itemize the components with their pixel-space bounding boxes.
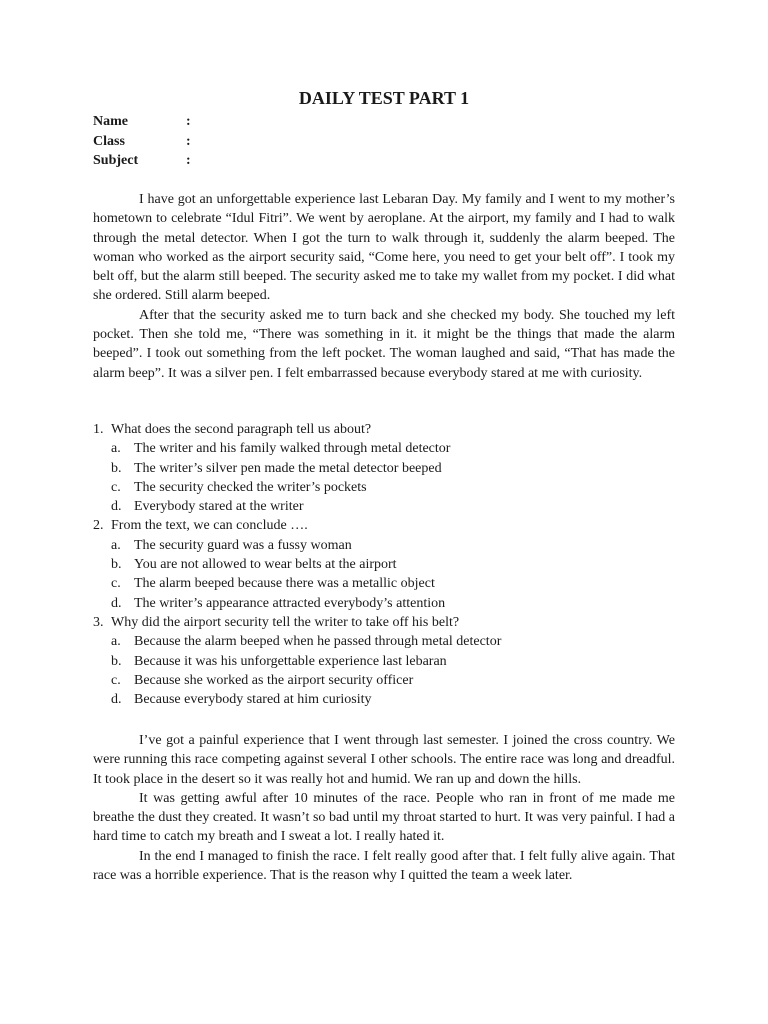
option-text: The security checked the writer’s pockets bbox=[134, 479, 367, 495]
option bbox=[93, 690, 675, 709]
option-letter: b. bbox=[111, 653, 122, 669]
option-text: The security guard was a fussy woman bbox=[134, 537, 352, 553]
option-letter: a. bbox=[111, 441, 121, 457]
option-letter: d. bbox=[111, 595, 122, 611]
option-letter: d. bbox=[111, 692, 122, 708]
option-text: Because everybody stared at him curiosity bbox=[134, 692, 372, 708]
option-letter: b. bbox=[111, 557, 122, 573]
option-text: Because she worked as the airport security officer bbox=[134, 672, 414, 688]
subject-field bbox=[93, 151, 393, 171]
option-letter: c. bbox=[111, 479, 121, 495]
option-list bbox=[93, 536, 675, 613]
paragraph: It was getting awful after 10 minutes of the race. People who ran in front of me made me breathe the dust they created. It wasn’t so bad until my throat started to hurt. It was very painful. I had a hard time to catch my breath and I sweat a lot. I really hated it. bbox=[93, 790, 675, 845]
question-number: 3. bbox=[93, 614, 104, 630]
paragraph: I’ve got a painful experience that I went through last semester. I joined the cross country. We were running this race competing against several I other schools. The entire race was long and dreadful. It took place in the desert so it was really hot and humid. We ran up and down the hills. bbox=[93, 733, 675, 787]
class-label: Class bbox=[93, 133, 125, 149]
option-letter: d. bbox=[111, 499, 122, 515]
option bbox=[93, 652, 675, 671]
name-field bbox=[93, 112, 393, 132]
page-title: DAILY TEST PART 1 bbox=[298, 88, 470, 108]
question-item bbox=[93, 516, 675, 612]
class-field bbox=[93, 132, 393, 152]
option bbox=[93, 459, 675, 478]
option-list bbox=[93, 632, 675, 709]
question-item bbox=[93, 420, 675, 516]
option-text: The writer’s silver pen made the metal detector beeped bbox=[134, 460, 442, 476]
question-number: 1. bbox=[93, 422, 104, 437]
question-list bbox=[93, 420, 675, 709]
option-text: Because the alarm beeped when he passed through metal detector bbox=[134, 634, 502, 650]
paragraph: In the end I managed to finish the race. I felt really good after that. I felt fully alive again. That race was a horrible experience. That is the reason why I quitted the team a week later. bbox=[93, 848, 675, 884]
name-separator: : bbox=[186, 114, 191, 129]
option-letter: c. bbox=[111, 576, 121, 592]
question-text: Why did the airport security tell the writer to take off his belt? bbox=[111, 614, 460, 630]
option bbox=[93, 439, 675, 458]
paragraph: I have got an unforgettable experience last Lebaran Day. My family and I went to my mother’s hometown to celebrate “Idul Fitri”. We went by aeroplane. At the airport, my family and I had to walk through the metal detector. When I got the turn to walk through it, suddenly the alarm beeped. The woman who worked as the airport security said, “Come here, you need to get your belt off”. I took my belt off, but the alarm still beeped. The security asked me to take my wallet from my pocket. I did what she ordered. Still alarm beeped. bbox=[93, 192, 675, 304]
option-text: The writer and his family walked through metal detector bbox=[134, 441, 451, 457]
option bbox=[93, 478, 675, 497]
option-letter: a. bbox=[111, 537, 121, 553]
option-text: The writer’s appearance attracted everybody’s attention bbox=[134, 595, 446, 611]
question-text: What does the second paragraph tell us about? bbox=[111, 422, 372, 437]
class-separator: : bbox=[186, 133, 191, 149]
option-text: Everybody stared at the writer bbox=[134, 499, 304, 515]
option bbox=[93, 594, 675, 613]
option bbox=[93, 497, 675, 516]
option bbox=[93, 671, 675, 690]
question-text: From the text, we can conclude …. bbox=[111, 518, 308, 534]
subject-label: Subject bbox=[93, 153, 139, 168]
question-number: 2. bbox=[93, 518, 104, 534]
subject-separator: : bbox=[186, 153, 191, 168]
option-text: Because it was his unforgettable experience last lebaran bbox=[134, 653, 447, 669]
option-letter: a. bbox=[111, 634, 121, 650]
question-item bbox=[93, 613, 675, 709]
option bbox=[93, 632, 675, 651]
option-letter: b. bbox=[111, 460, 122, 476]
name-label: Name bbox=[93, 114, 128, 129]
reading-text-1 bbox=[93, 190, 675, 383]
option bbox=[93, 555, 675, 574]
option-text: You are not allowed to wear belts at the airport bbox=[134, 557, 397, 573]
paragraph: After that the security asked me to turn back and she checked my body. She touched my left pocket. Then she told me, “There was something in it. it might be the things that made the alarm beeped”. I took out something from the left pocket. The woman laughed and said, “That has made the alarm beep”. It was a silver pen. I felt embarrassed because everybody stared at me with curiosity. bbox=[93, 307, 675, 381]
option bbox=[93, 574, 675, 593]
option-list bbox=[93, 439, 675, 516]
reading-text-2 bbox=[93, 731, 675, 885]
student-info bbox=[93, 112, 393, 171]
option bbox=[93, 536, 675, 555]
option-letter: c. bbox=[111, 672, 121, 688]
option-text: The alarm beeped because there was a metallic object bbox=[134, 576, 435, 592]
